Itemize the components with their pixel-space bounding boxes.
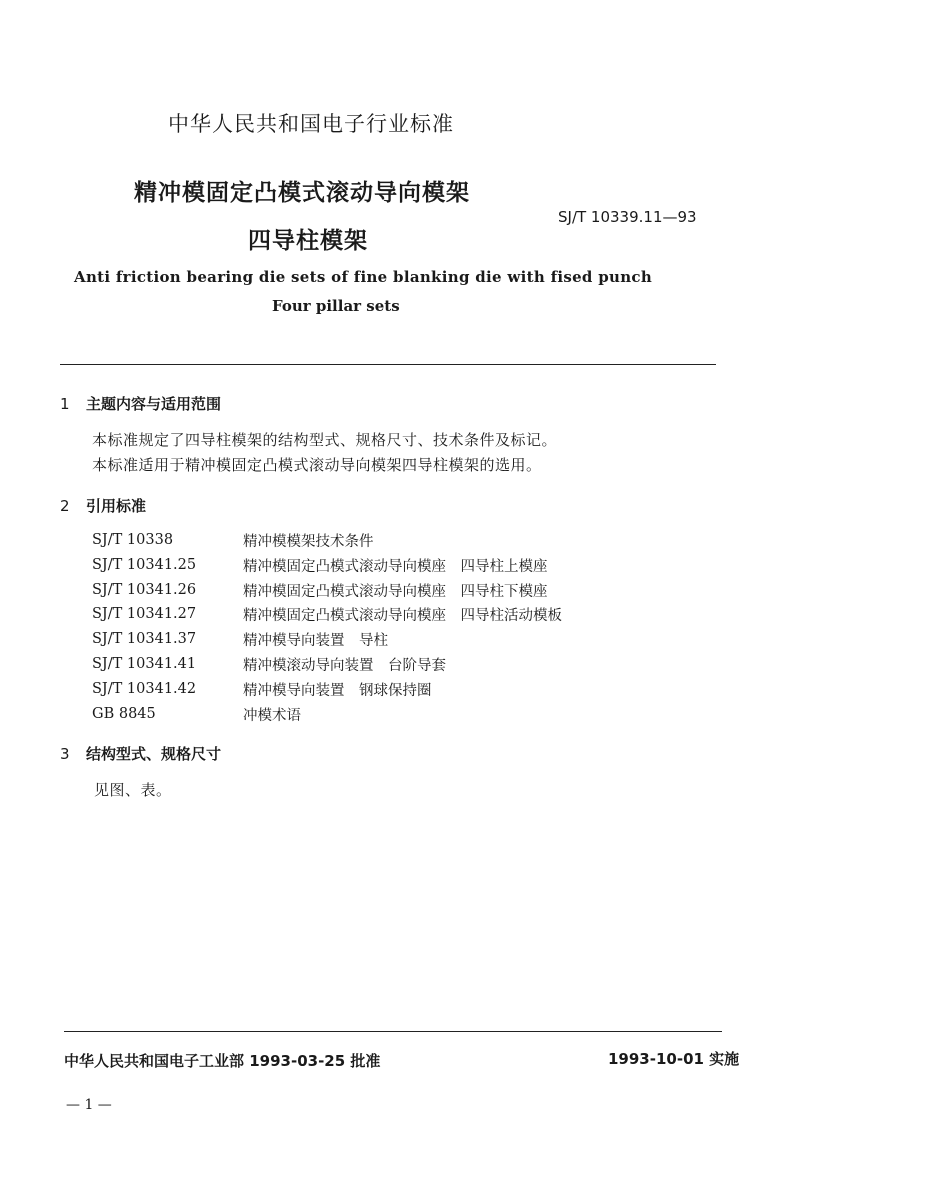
- paragraph: 本标准规定了四导柱模架的结构型式、规格尺寸、技术条件及标记。: [92, 431, 558, 449]
- reference-title: 精冲模固定凸模式滚动导向模座 四导柱活动模板: [243, 608, 562, 624]
- reference-code: SJ/T 10341.37: [92, 631, 197, 647]
- section-title: 引用标准: [86, 497, 147, 515]
- reference-title: 精冲模导向装置 导柱: [243, 633, 388, 649]
- reference-title: 精冲模模架技术条件: [243, 534, 374, 550]
- document-title-line2: 四导柱模架: [248, 228, 368, 254]
- reference-code: SJ/T 10338: [92, 532, 174, 548]
- standard-number: SJ/T 10339.11—93: [558, 208, 697, 226]
- reference-title: 精冲模滚动导向装置 台阶导套: [243, 658, 446, 674]
- section-title: 主题内容与适用范围: [86, 395, 222, 413]
- english-title-line1: Anti friction bearing die sets of fine blanking die with fised punch: [74, 268, 653, 286]
- reference-code: GB 8845: [92, 706, 156, 722]
- reference-title: 精冲模固定凸模式滚动导向模座 四导柱下模座: [243, 584, 548, 600]
- section-3-heading: [60, 743, 221, 764]
- document-title-line1: 精冲模固定凸模式滚动导向模架: [134, 180, 470, 206]
- reference-title: 精冲模固定凸模式滚动导向模座 四导柱上模座: [243, 559, 548, 575]
- reference-title: 冲模术语: [243, 708, 301, 724]
- page-number: — 1 —: [66, 1097, 112, 1113]
- reference-code: SJ/T 10341.25: [92, 557, 197, 573]
- section-2-heading: [60, 495, 146, 516]
- footer-divider: [64, 1031, 722, 1032]
- paragraph: 本标准适用于精冲模固定凸模式滚动导向模架四导柱模架的选用。: [92, 456, 542, 474]
- section-1-heading: [60, 393, 221, 414]
- section-title: 结构型式、规格尺寸: [86, 745, 222, 763]
- reference-code: SJ/T 10341.26: [92, 582, 197, 598]
- approval-note: 中华人民共和国电子工业部 1993-03-25 批准: [64, 1052, 381, 1070]
- section-number: 2: [60, 497, 70, 515]
- section-number: 1: [60, 395, 70, 413]
- implementation-date: 1993-10-01 实施: [608, 1050, 740, 1068]
- section-number: 3: [60, 745, 70, 763]
- header-divider: [60, 364, 716, 365]
- english-title-line2: Four pillar sets: [272, 297, 400, 315]
- paragraph: 见图、表。: [94, 781, 172, 799]
- reference-code: SJ/T 10341.27: [92, 606, 197, 622]
- reference-code: SJ/T 10341.41: [92, 656, 197, 672]
- reference-title: 精冲模导向装置 钢球保持圈: [243, 683, 432, 699]
- industry-standard-label: 中华人民共和国电子行业标准: [168, 112, 454, 136]
- reference-code: SJ/T 10341.42: [92, 681, 197, 697]
